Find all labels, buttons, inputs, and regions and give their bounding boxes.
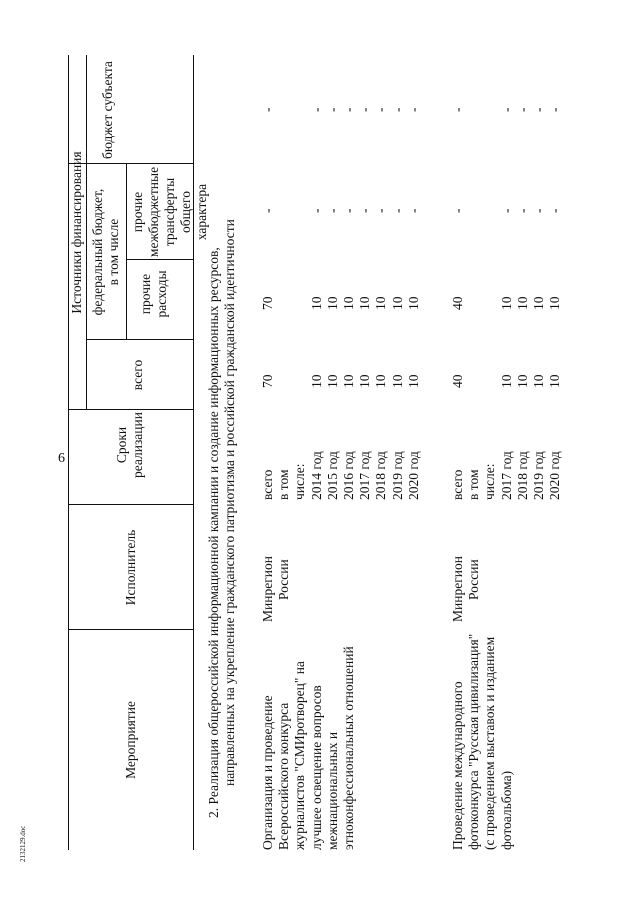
- event-line: фотоальбома): [498, 770, 514, 850]
- row-1-transfers: [260, 183, 422, 213]
- value-cell: 10: [530, 296, 546, 310]
- value-cell: -: [373, 107, 389, 112]
- value-cell: -: [450, 107, 465, 112]
- event-line: Проведение международного: [450, 681, 465, 850]
- row-1-executor: [260, 512, 292, 622]
- period-line: в том: [276, 469, 292, 500]
- period-line: всего: [450, 469, 465, 500]
- section-title-line2: направленных на укрепление гражданского патриотизма и российской гражданской идентичности: [222, 219, 237, 786]
- value-cell: -: [308, 208, 324, 213]
- event-line: фотоконкурса "Русская цивилизация": [466, 633, 482, 850]
- row-1-other-expenses: [260, 270, 422, 310]
- period-line: в том: [466, 469, 482, 500]
- header-total: всего: [130, 359, 145, 391]
- value-cell: 10: [324, 296, 340, 310]
- event-line: лучшее освещение вопросов: [308, 685, 324, 850]
- period-line: 2020 год: [405, 451, 421, 500]
- value-cell: -: [260, 208, 275, 213]
- period-line: всего: [260, 469, 275, 500]
- value-cell: 10: [373, 374, 389, 388]
- value-cell: [466, 348, 482, 388]
- row-1-subject: [260, 82, 422, 112]
- value-cell: [292, 348, 308, 388]
- header-executor: Исполнитель: [123, 529, 138, 606]
- value-cell: [482, 82, 498, 112]
- table-header: [68, 55, 209, 850]
- table-body: [194, 55, 563, 850]
- value-cell: -: [340, 107, 356, 112]
- header-funding-sources: Источники финансирования: [69, 151, 84, 314]
- value-cell: [276, 183, 292, 213]
- value-cell: 10: [308, 374, 324, 388]
- period-line: 2017 год: [498, 451, 514, 500]
- value-cell: -: [547, 208, 563, 213]
- period-line: 2018 год: [514, 451, 530, 500]
- period-line: 2018 год: [373, 451, 389, 500]
- value-cell: [292, 82, 308, 112]
- section-title-line1: 2. Реализация общероссийской информационной кампании и создание информационных ресурсов,: [206, 247, 221, 818]
- value-cell: [276, 270, 292, 310]
- header-interbudget-transfers: прочие межбюджетные трансферты общего характера: [130, 166, 209, 258]
- value-cell: -: [405, 208, 421, 213]
- value-cell: -: [373, 208, 389, 213]
- period-line: 2014 год: [308, 451, 324, 500]
- event-line: журналистов "СМИротворец" на: [292, 661, 308, 850]
- executor-line: России: [466, 559, 482, 600]
- value-cell: 70: [260, 374, 275, 388]
- value-cell: -: [389, 208, 405, 213]
- row-2-total: [450, 348, 563, 388]
- value-cell: [466, 183, 482, 213]
- value-cell: -: [530, 208, 546, 213]
- event-line: (с проведением выставок и изданием: [482, 636, 498, 850]
- value-cell: 10: [324, 374, 340, 388]
- value-cell: 10: [547, 374, 563, 388]
- value-cell: [276, 82, 292, 112]
- value-cell: 10: [514, 296, 530, 310]
- row-2-periods: [450, 420, 563, 500]
- value-cell: 40: [450, 374, 465, 388]
- period-line: 2020 год: [547, 451, 563, 500]
- row-1-total: [260, 348, 422, 388]
- period-line: 2016 год: [340, 451, 356, 500]
- period-line: 2019 год: [389, 451, 405, 500]
- value-cell: -: [357, 107, 373, 112]
- footer-filename: 2132129.doc: [19, 825, 27, 862]
- value-cell: -: [324, 208, 340, 213]
- value-cell: [292, 183, 308, 213]
- event-line: этноконфессиональных отношений: [340, 646, 356, 850]
- value-cell: -: [498, 208, 514, 213]
- page-number: 6: [58, 451, 65, 466]
- header-period: Сроки реализации: [114, 412, 145, 478]
- value-cell: 10: [340, 374, 356, 388]
- value-cell: [482, 183, 498, 213]
- executor-line: Минрегион: [260, 556, 275, 622]
- value-cell: 40: [450, 296, 465, 310]
- value-cell: 10: [308, 296, 324, 310]
- row-2-executor: [450, 512, 482, 622]
- value-cell: [466, 270, 482, 310]
- period-line: числе:: [292, 463, 308, 500]
- value-cell: [276, 348, 292, 388]
- event-line: межнациональных и: [324, 731, 340, 850]
- row-2-subject: [450, 82, 563, 112]
- value-cell: [482, 348, 498, 388]
- value-cell: -: [389, 107, 405, 112]
- executor-line: России: [276, 559, 292, 600]
- value-cell: 10: [405, 374, 421, 388]
- value-cell: -: [308, 107, 324, 112]
- value-cell: [292, 270, 308, 310]
- value-cell: [482, 270, 498, 310]
- value-cell: -: [405, 107, 421, 112]
- value-cell: -: [357, 208, 373, 213]
- event-line: Всероссийского конкурса: [276, 702, 292, 850]
- value-cell: 10: [530, 374, 546, 388]
- value-cell: 10: [498, 374, 514, 388]
- value-cell: -: [450, 208, 465, 213]
- row-2-other-expenses: [450, 270, 563, 310]
- value-cell: 10: [498, 296, 514, 310]
- period-line: 2017 год: [357, 451, 373, 500]
- value-cell: 10: [373, 296, 389, 310]
- row-1-periods: [260, 420, 422, 500]
- header-federal-budget: федеральный бюджет, в том числе: [90, 188, 121, 316]
- period-line: 2019 год: [530, 451, 546, 500]
- row-2-transfers: [450, 183, 563, 213]
- value-cell: -: [340, 208, 356, 213]
- period-line: числе:: [482, 463, 498, 500]
- value-cell: 10: [357, 296, 373, 310]
- header-subject-budget: бюджет субъекта: [100, 61, 115, 159]
- row-2-event: [450, 590, 515, 850]
- value-cell: 70: [260, 296, 275, 310]
- value-cell: [466, 82, 482, 112]
- value-cell: 10: [405, 296, 421, 310]
- value-cell: 10: [357, 374, 373, 388]
- value-cell: -: [514, 107, 530, 112]
- value-cell: -: [547, 107, 563, 112]
- value-cell: 10: [389, 374, 405, 388]
- event-line: Организация и проведение: [260, 695, 275, 850]
- value-cell: -: [530, 107, 546, 112]
- value-cell: -: [324, 107, 340, 112]
- executor-line: Минрегион: [450, 556, 465, 622]
- header-other-expenses: прочие расходы: [138, 270, 169, 318]
- value-cell: 10: [340, 296, 356, 310]
- value-cell: -: [498, 107, 514, 112]
- period-line: 2015 год: [324, 451, 340, 500]
- value-cell: 10: [547, 296, 563, 310]
- header-event: Мероприятие: [123, 701, 138, 779]
- value-cell: -: [260, 107, 275, 112]
- value-cell: -: [514, 208, 530, 213]
- value-cell: 10: [389, 296, 405, 310]
- section-title: [206, 58, 238, 818]
- value-cell: 10: [514, 374, 530, 388]
- row-1-event: [260, 630, 357, 850]
